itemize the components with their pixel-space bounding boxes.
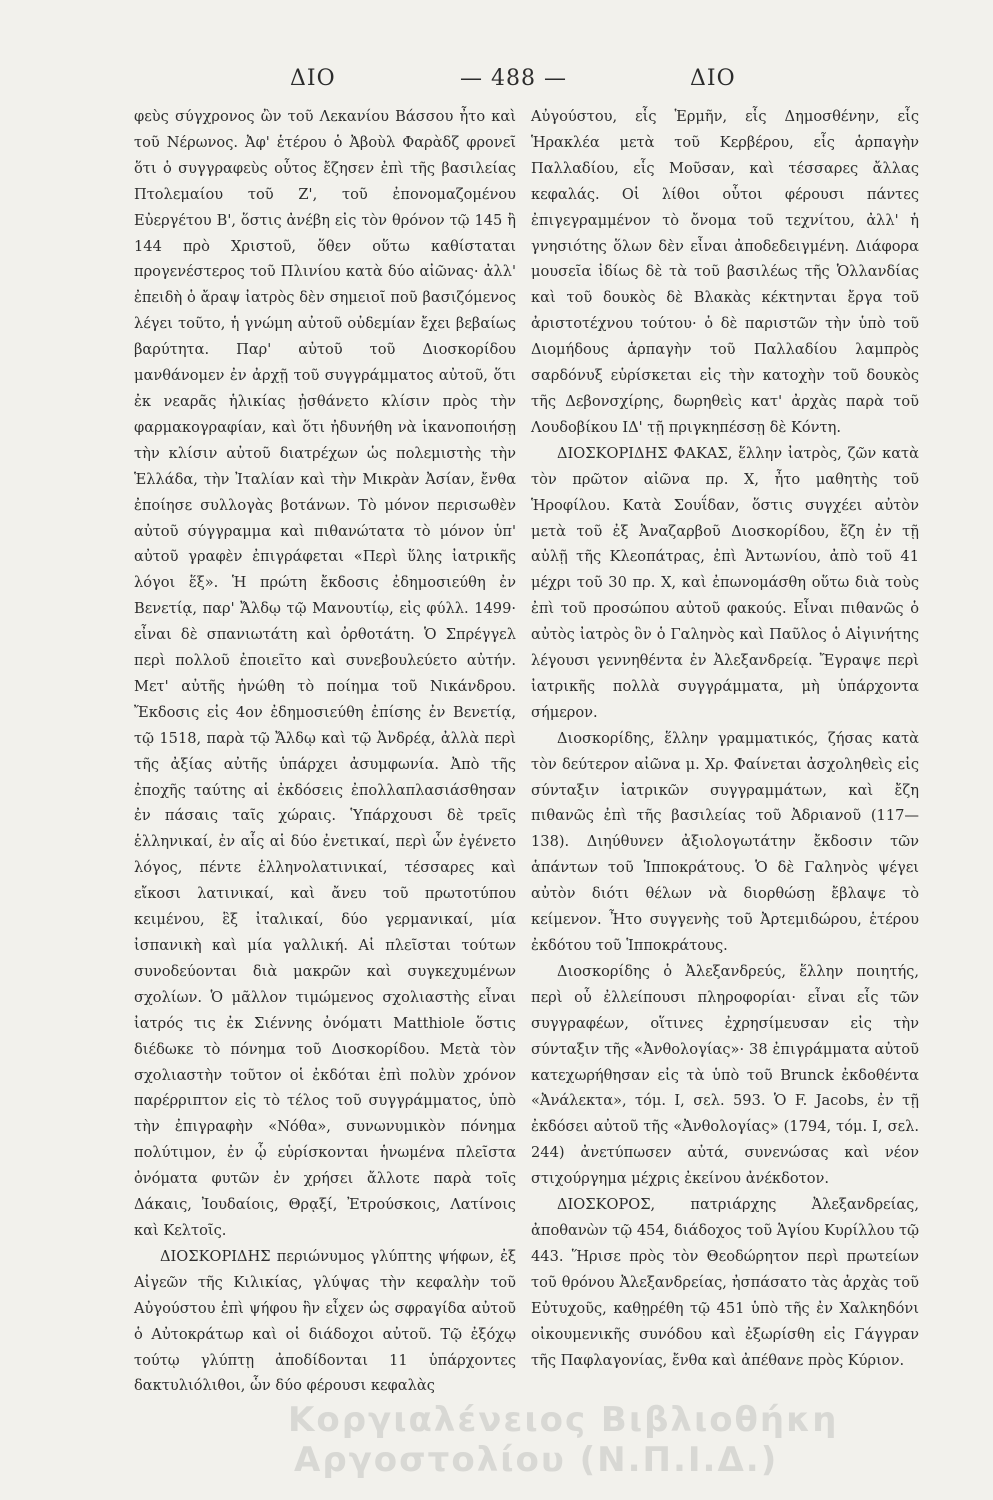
- header-left: ΔΙΟ: [290, 66, 336, 91]
- left-column: [134, 104, 516, 1399]
- running-header: [120, 66, 880, 96]
- paragraph: ΔΙΟΣΚΟΡΙΔΗΣ ΦΑΚΑΣ, ἕλλην ἰατρὸς, ζῶν κατὰ τὸν πρῶτον αἰῶνα πρ. Χ, ἦτο μαθητὴς τοῦ Ἡροφίλου. Κατὰ Σουΐδαν, ὅστις συγχέει αὐτὸν μετὰ τοῦ ἐξ Ἀναζαρβοῦ Διοσκορίδου, ἔζη ἐν τῇ αὐλῇ τῆς Κλεοπάτρας, ἐπὶ Ἀντωνίου, ἀπὸ τοῦ 41 μέχρι τοῦ 30 πρ. Χ, καὶ ἐπωνομάσθη οὕτω διὰ τοὺς ἐπὶ τοῦ προσώπου αὐτοῦ φακούς. Εἶναι πιθανῶς ὁ αὐτὸς ἰατρὸς ὃν ὁ Γαληνὸς καὶ Παῦλος ὁ Αἰγινήτης λέγουσι γεννηθέντα ἐν Ἀλεξανδρείᾳ. Ἔγραψε περὶ ἰατρικῆς πολλὰ συγγράμματα, μὴ ὑπάρχοντα σήμερον.: [531, 444, 919, 721]
- paragraph: ΔΙΟΣΚΟΡΙΔΗΣ περιώνυμος γλύπτης ψήφων, ἐξ Αἰγεῶν τῆς Κιλικίας, γλύψας τὴν κεφαλὴν τοῦ Αὐγούστου ἐπὶ ψήφου ἣν εἶχεν ὡς σφραγίδα αὐτοῦ ὁ Αὐτοκράτωρ καὶ οἱ διάδοχοι αὐτοῦ. Τῷ ἐξόχῳ τούτῳ γλύπτῃ ἀποδίδονται 11 ὑπάρχοντες δακτυλιόλιθοι, ὧν δύο φέρουσι κεφαλὰς: [134, 1247, 516, 1395]
- paragraph: Διοσκορίδης, ἕλλην γραμματικός, ζήσας κατὰ τὸν δεύτερον αἰῶνα μ. Χρ. Φαίνεται ἀσχοληθεὶς εἰς σύνταξιν ἰατρικῶν συγγραμμάτων, καὶ ἔζη πιθανῶς ἐπὶ τῆς βασιλείας τοῦ Ἀδριανοῦ (117—138). Διηύθυνεν ἀξιολογωτάτην ἔκδοσιν τῶν ἁπάντων τοῦ Ἱπποκράτους. Ὁ δὲ Γαληνὸς ψέγει αὐτὸν διότι θέλων νὰ διορθώσῃ ἔβλαψε τὸ κείμενον. Ἦτο συγγενὴς τοῦ Ἀρτεμιδώρου, ἑτέρου ἐκδότου τοῦ Ἱπποκράτους.: [531, 729, 919, 954]
- paragraph: Διοσκορίδης ὁ Ἀλεξανδρεύς, ἕλλην ποιητής, περὶ οὗ ἐλλείπουσι πληροφορίαι· εἶναι εἷς τῶν συγγραφέων, οἵτινες ἐχρησίμευσαν εἰς τὴν σύνταξιν τῆς «Ἀνθολογίας»· 38 ἐπιγράμματα αὐτοῦ κατεχωρήθησαν εἰς τὰ ὑπὸ τοῦ Brunck ἐκδοθέντα «Ἀνάλεκτα», τόμ. Ι, σελ. 593. Ὁ F. Jacobs, ἐν τῇ ἐκδόσει αὐτοῦ τῆς «Ἀνθολογίας» (1794, τόμ. Ι, σελ. 244) ἀνετύπωσεν αὐτά, συνενώσας καὶ νέον στιχούργημα μέχρις ἐκείνου ἀνέκδοτον.: [531, 962, 919, 1188]
- paragraph: Αὐγούστου, εἷς Ἑρμῆν, εἷς Δημοσθένην, εἷς Ἡρακλέα μετὰ τοῦ Κερβέρου, εἷς ἁρπαγὴν Παλλαδίου, εἷς Μοῦσαν, καὶ τέσσαρες ἄλλας κεφαλάς. Οἱ λίθοι οὗτοι φέρουσι πάντες ἐπιγεγραμμένον τὸ ὄνομα τοῦ τεχνίτου, ἀλλ' ἡ γνησιότης ὅλων δὲν εἶναι ἀποδεδειγμένη. Διάφορα μουσεῖα ἰδίως δὲ τὰ τοῦ βασιλέως τῆς Ὁλλανδίας καὶ τοῦ δουκὸς δὲ Βλακὰς κέκτηνται ἔργα τοῦ ἀριστοτέχνου τούτου· ὁ δὲ παριστῶν τὴν ὑπὸ τοῦ Διομήδους ἁρπαγὴν τοῦ Παλλαδίου λαμπρὸς σαρδόνυξ εὑρίσκεται εἰς τὴν κατοχὴν τοῦ δουκὸς τῆς Δεβονσχίρης, δωρηθεὶς κατ' ἀρχὰς παρὰ τοῦ Λουδοβίκου ΙΔ' τῇ πριγκηπέσσῃ δὲ Κόντη.: [531, 108, 919, 436]
- paragraph: φεὺς σύγχρονος ὢν τοῦ Λεκανίου Βάσσου ἦτο καὶ τοῦ Νέρωνος. Ἀφ' ἑτέρου ὁ Ἀβοὺλ Φαρὰδζ φρονεῖ ὅτι ὁ συγγραφεὺς οὗτος ἔζησεν ἐπὶ τῆς βασιλείας Πτολεμαίου τοῦ Ζ', τοῦ ἐπονομαζομένου Εὐεργέτου Β', ὅστις ἀνέβη εἰς τὸν θρόνον τῷ 145 ἢ 144 πρὸ Χριστοῦ, ὅθεν οὕτω καθίσταται προγενέστερος τοῦ Πλινίου κατὰ δύο αἰῶνας· ἀλλ' ἐπειδὴ ὁ ἄραψ ἰατρὸς δὲν σημειοῖ ποῦ βασιζόμενος λέγει τοῦτο, ἡ γνώμη αὐτοῦ οὐδεμίαν ἔχει βεβαίως βαρύτητα. Παρ' αὐτοῦ τοῦ Διοσκορίδου μανθάνομεν ἐν ἀρχῇ τοῦ συγγράμματος αὐτοῦ, ὅτι ἐκ νεαρᾶς ἡλικίας ᾐσθάνετο κλίσιν πρὸς τὴν φαρμακογραφίαν, καὶ ὅτι ἠδυνήθη νὰ ἱκανοποιήσῃ τὴν κλίσιν αὐτοῦ διατρέχων ὡς πολεμιστὴς τὴν Ἑλλάδα, τὴν Ἰταλίαν καὶ τὴν Μικρὰν Ἀσίαν, ἔνθα ἐποίησε συλλογὰς βοτάνων. Τὸ μόνον περισωθὲν αὐτοῦ σύγγραμμα καὶ πιθανώτατα τὸ μόνον ὑπ' αὐτοῦ γραφὲν ἐπιγράφεται «Περὶ ὕλης ἰατρικῆς λόγοι ἕξ». Ἡ πρώτη ἔκδοσις ἐδημοσιεύθη ἐν Βενετίᾳ, παρ' Ἄλδῳ τῷ Μανουτίῳ, εἰς φύλλ. 1499· εἶναι δὲ σπανιωτάτη καὶ ὀρθοτάτη. Ὁ Σπρέγγελ περὶ πολλοῦ ἐποιεῖτο καὶ συνεβουλεύετο αὐτήν. Μετ' αὐτῆς ἠνώθη τὸ ποίημα τοῦ Νικάνδρου. Ἔκδοσις εἰς 4ον ἐδημοσιεύθη ἐπίσης ἐν Βενετίᾳ, τῷ 1518, παρὰ τῷ Ἄλδῳ καὶ τῷ Ἀνδρέᾳ, ἀλλὰ περὶ τῆς ἀξίας αὐτῆς ὑπάρχει ἀσυμφωνία. Ἀπὸ τῆς ἐποχῆς ταύτης αἱ ἐκδόσεις ἐπολλαπλασιάσθησαν ἐν πάσαις ταῖς χώραις. Ὑπάρχουσι δὲ τρεῖς ἑλληνικαί, ἐν αἷς αἱ δύο ἐνετικαί, περὶ ὧν ἐγένετο λόγος, πέντε ἑλληνολατινικαί, τέσσαρες καὶ εἴκοσι λατινικαί, καὶ ἄνευ τοῦ πρωτοτύπου κειμένου, ἓξ ἰταλικαί, δύο γερμανικαί, μία ἰσπανικὴ καὶ μία γαλλική. Αἱ πλεῖσται τούτων συνοδεύονται διὰ μακρῶν καὶ συγκεχυμένων σχολίων. Ὁ μᾶλλον τιμώμενος σχολιαστὴς εἶναι ἰατρός τις ἐκ Σιέννης ὀνόματι Matthiole ὅστις διέδωκε τὸ πόνημα τοῦ Διοσκορίδου. Μετὰ τὸν σχολιαστὴν τοῦτον οἱ ἐκδόται ἐπὶ πολὺν χρόνον παρέρριπτον εἰς τὸ τέλος τοῦ συγγράμματος, ὑπὸ τὴν ἐπιγραφὴν «Νόθα», συνωνυμικὸν πόνημα πολύτιμον, ἐν ᾧ εὑρίσκονται ἡνωμένα πλεῖστα ὀνόματα φυτῶν ἐν χρήσει ἄλλοτε παρὰ τοῖς Δάκαις, Ἰουδαίοις, Θρᾳξί, Ἐτρούσκοις, Λατίνοις καὶ Κελτοῖς.: [134, 108, 516, 1239]
- right-column: [531, 104, 919, 1373]
- header-right: ΔΙΟ: [690, 66, 736, 91]
- library-watermark: [288, 1400, 988, 1480]
- paragraph: ΔΙΟΣΚΟΡΟΣ, πατριάρχης Ἀλεξανδρείας, ἀποθανὼν τῷ 454, διάδοχος τοῦ Ἁγίου Κυρίλλου τῷ 443. Ἥρισε πρὸς τὸν Θεοδώρητον περὶ πρωτείων τοῦ θρόνου Ἀλεξανδρείας, ἠσπάσατο τὰς ἀρχὰς τοῦ Εὐτυχοῦς, καθῃρέθη τῷ 451 ὑπὸ τῆς ἐν Χαλκηδόνι οἰκουμενικῆς συνόδου καὶ ἐξωρίσθη εἰς Γάγγραν τῆς Παφλαγονίας, ἔνθα καὶ ἀπέθανε πρὸς Κύριον.: [531, 1196, 919, 1369]
- watermark-line: Αργοστολίου (Ν.Π.Ι.Δ.): [294, 1440, 779, 1480]
- page-number: — 488 —: [460, 66, 567, 91]
- watermark-line: Κοργιαλένειος Βιβλιοθήκη: [288, 1400, 839, 1440]
